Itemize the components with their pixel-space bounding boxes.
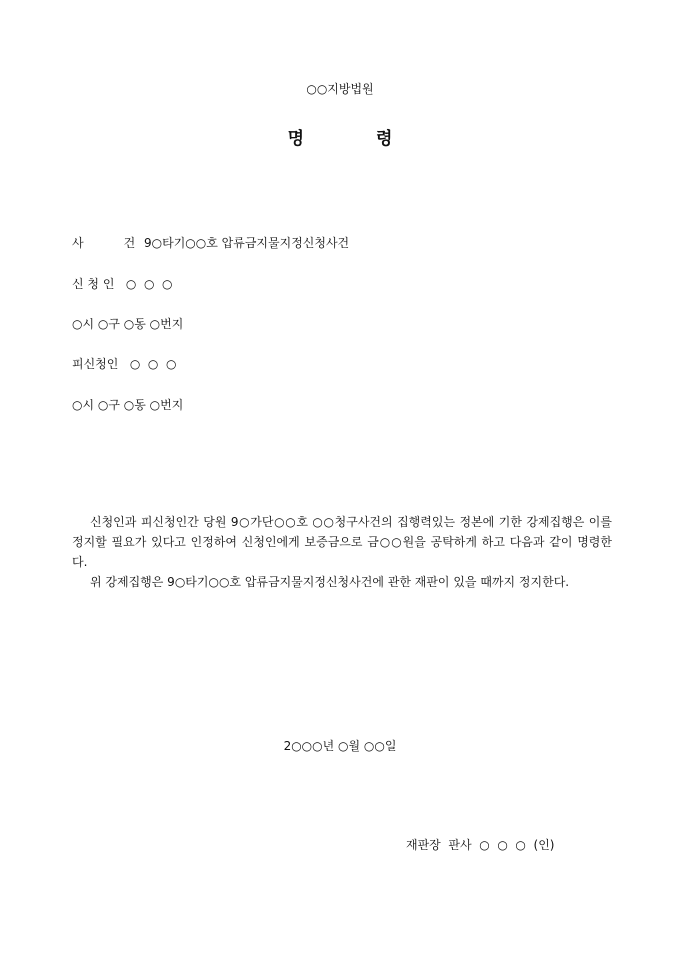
applicant-address: ○시 ○구 ○동 ○번지 (72, 317, 184, 331)
title-char-1: 명 (287, 129, 304, 149)
document-title (0, 124, 680, 149)
title-char-2: 령 (376, 129, 393, 149)
case-row (72, 234, 349, 251)
judge-signature: 재판장 판사 ○ ○ ○ (인) (406, 838, 555, 852)
order-paragraph-1: 신청인과 피신청인간 당원 9○가단○○호 ○○청구사건의 집행력있는 정본에 기한 강제집행은 이를 정지할 필요가 있다고 인정하여 신청인에게 보증금으로 금○○원을 공탁하게 하고 다음과 같이 명령한다. (72, 515, 612, 569)
applicant-label: 신 청 인 (72, 277, 115, 291)
respondent-row (72, 355, 177, 372)
case-label-char-1: 사 (72, 236, 84, 250)
order-body (72, 512, 612, 592)
case-value: 9○타기○○호 압류금지물지정신청사건 (144, 236, 350, 250)
applicant-row (72, 275, 173, 292)
respondent-label: 피신청인 (72, 357, 119, 371)
respondent-name: ○ ○ ○ (129, 357, 177, 371)
applicant-name: ○ ○ ○ (125, 277, 173, 291)
court-name: ○○지방법원 (306, 82, 374, 96)
case-label-char-2: 건 (123, 236, 136, 250)
order-paragraph-2: 위 강제집행은 9○타기○○호 압류금지물지정신청사건에 관한 재판이 있을 때까지 정지한다. (90, 575, 570, 589)
respondent-address: ○시 ○구 ○동 ○번지 (72, 398, 184, 412)
case-label (72, 234, 144, 251)
order-date: 2○○○년 ○월 ○○일 (283, 739, 397, 753)
